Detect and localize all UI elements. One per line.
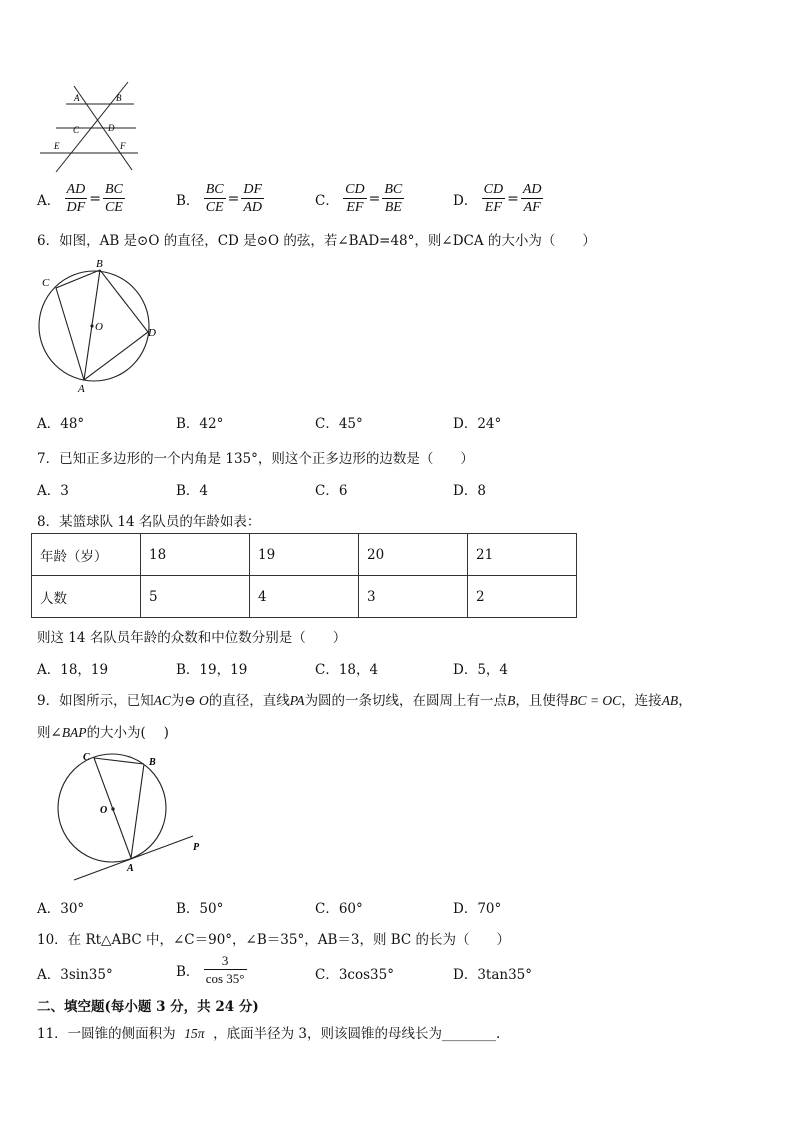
q7-option-a[interactable]: A．3 bbox=[37, 483, 69, 499]
q9-label-a: A bbox=[127, 863, 134, 874]
q9-option-b[interactable]: B．50° bbox=[176, 901, 224, 917]
q6-option-c[interactable]: C．45° bbox=[315, 416, 363, 432]
q5-label-c: C bbox=[73, 125, 80, 135]
q11-question-text: 11．一圆锥的侧面积为 15π ，底面半径为 3，则该圆锥的母线长为________. bbox=[37, 1026, 501, 1042]
table-cell: 18 bbox=[141, 534, 250, 576]
q10-question-text: 10．在 Rt△ABC 中，∠C＝90°，∠B＝35°，AB＝3，则 BC 的长为（ ） bbox=[37, 932, 511, 948]
q9-question-line1: 9．如图所示，已知AC为⊖ O的直径，直线PA为圆的一条切线，在圆周上有一点B，且使得BC = OC，连接AB， bbox=[37, 693, 692, 709]
q8-followup-text: 则这 14 名队员年龄的众数和中位数分别是（ ） bbox=[37, 630, 347, 646]
q5-label-a: A bbox=[74, 93, 80, 103]
q6-circle-diagram bbox=[34, 256, 164, 396]
q9-tangent-diagram bbox=[56, 748, 216, 884]
q5-option-d[interactable]: D． $\frac{CD}{EF}$ = $\frac{AD}{AF}$ bbox=[453, 182, 542, 215]
q6-question-text: 6．如图，AB 是⊙O 的直径，CD 是⊙O 的弦，若∠BAD=48°，则∠DCA 的大小为（ ） bbox=[37, 233, 596, 249]
table-cell: 5 bbox=[141, 576, 250, 618]
table-row bbox=[32, 576, 577, 618]
q6-label-o: O bbox=[95, 321, 103, 333]
table-cell: 人数 bbox=[32, 576, 141, 618]
q5-option-c[interactable]: C． $\frac{CD}{EF}$ = $\frac{BC}{BE}$ bbox=[315, 182, 403, 215]
table-cell: 4 bbox=[250, 576, 359, 618]
q10-option-a[interactable]: A．3sin35° bbox=[37, 967, 113, 983]
q9-label-c: C bbox=[83, 752, 90, 763]
q8-option-b[interactable]: B．19，19 bbox=[176, 662, 248, 678]
q5-parallel-lines-diagram bbox=[36, 76, 146, 176]
q5-label-b: B bbox=[116, 93, 122, 103]
q6-label-a: A bbox=[78, 383, 85, 395]
q9-option-a[interactable]: A．30° bbox=[37, 901, 85, 917]
q9-label-b: B bbox=[149, 757, 156, 768]
q7-option-d[interactable]: D．8 bbox=[453, 483, 486, 499]
q9-option-c[interactable]: C．60° bbox=[315, 901, 363, 917]
table-cell: 19 bbox=[250, 534, 359, 576]
q5-label-f: F bbox=[120, 141, 126, 151]
q7-option-b[interactable]: B．4 bbox=[176, 483, 209, 499]
q5-option-b[interactable]: B． $\frac{BC}{CE}$ = $\frac{DF}{AD}$ bbox=[176, 182, 263, 215]
q5-label-e: E bbox=[54, 141, 60, 151]
q8-question-text: 8．某篮球队 14 名队员的年龄如表： bbox=[37, 514, 261, 530]
table-cell: 年龄（岁） bbox=[32, 534, 141, 576]
q8-age-table bbox=[31, 533, 577, 618]
q9-option-d[interactable]: D．70° bbox=[453, 901, 502, 917]
q6-label-b: B bbox=[96, 258, 103, 270]
q5-option-a[interactable]: A． $\frac{AD}{DF}$ = $\frac{BC}{CE}$ bbox=[37, 182, 123, 215]
q9-question-line2: 则∠BAP的大小为( ) bbox=[37, 725, 169, 741]
table-row bbox=[32, 534, 577, 576]
q9-label-o: O bbox=[100, 805, 108, 816]
q6-option-a[interactable]: A．48° bbox=[37, 416, 85, 432]
table-cell: 2 bbox=[468, 576, 577, 618]
q10-option-c[interactable]: C．3cos35° bbox=[315, 967, 394, 983]
q8-option-a[interactable]: A．18，19 bbox=[37, 662, 109, 678]
q7-question-text: 7．已知正多边形的一个内角是 135°，则这个正多边形的边数是（ ） bbox=[37, 451, 474, 467]
q10-option-b[interactable]: B． $\frac{3}{\cos 35^\circ}$ bbox=[176, 953, 245, 986]
table-cell: 3 bbox=[359, 576, 468, 618]
q8-option-d[interactable]: D．5，4 bbox=[453, 662, 509, 678]
q5-label-d: D bbox=[108, 123, 115, 133]
q6-option-d[interactable]: D．24° bbox=[453, 416, 502, 432]
section-heading: 二、填空题(每小题 3 分，共 24 分) bbox=[37, 999, 259, 1015]
table-cell: 20 bbox=[359, 534, 468, 576]
q6-label-d: D bbox=[148, 327, 156, 339]
q6-label-c: C bbox=[42, 277, 50, 289]
q10-option-d[interactable]: D．3tan35° bbox=[453, 967, 533, 983]
q6-option-b[interactable]: B．42° bbox=[176, 416, 224, 432]
q8-option-c[interactable]: C．18，4 bbox=[315, 662, 379, 678]
q9-label-p: P bbox=[193, 842, 200, 853]
q7-option-c[interactable]: C．6 bbox=[315, 483, 348, 499]
table-cell: 21 bbox=[468, 534, 577, 576]
